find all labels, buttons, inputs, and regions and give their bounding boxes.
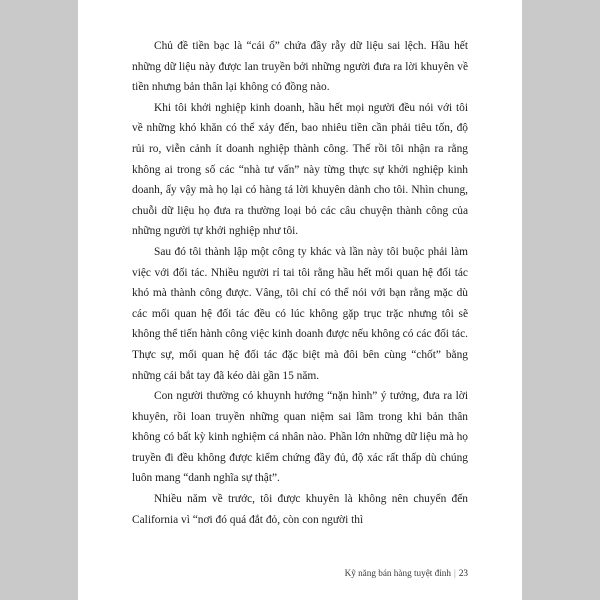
page-footer bbox=[132, 568, 468, 578]
page-content-area bbox=[132, 36, 468, 564]
paragraph-2: Khi tôi khởi nghiệp kinh doanh, hầu hết mọi người đều nói với tôi về những khó khăn có thể xảy đến, bao nhiêu tiền cần phải tiêu tốn, độ rủi ro, viễn cảnh ít doanh nghiệp thành công. Thế rồi tôi nhận ra rằng không ai trong số các “nhà tư vấn” này từng thực sự khởi nghiệp kinh doanh, ấy vậy mà họ lại có hàng tá lời khuyên dành cho tôi. Nhìn chung, chuỗi dữ liệu họ đưa ra thường loại bỏ các câu chuyện thành công của những người tự khởi nghiệp như tôi. bbox=[132, 101, 468, 238]
footer-separator: | bbox=[453, 568, 456, 578]
paragraph-5: Nhiều năm về trước, tôi được khuyên là không nên chuyển đến California vì “nơi đó quá đắt đỏ, còn con người thì bbox=[132, 493, 468, 526]
footer-book-title: Kỹ năng bán hàng tuyệt đỉnh bbox=[344, 568, 451, 578]
paragraph-1: Chủ đề tiền bạc là “cái ổ” chứa đầy rẫy dữ liệu sai lệch. Hầu hết những dữ liệu này được lan truyền bởi những người đưa ra lời khuyên về tiền nhưng bản thân lại không có đồng nào. bbox=[132, 40, 468, 94]
paragraph-3: Sau đó tôi thành lập một công ty khác và lần này tôi buộc phải làm việc với đối tác. Nhiều người rỉ tai tôi rằng hầu hết mối quan hệ đối tác khó mà thành công được. Vâng, tôi chỉ có thể nói với bạn rằng mặc dù các mối quan hệ đối tác đều có lúc không gặp trục trặc nhưng tôi sẽ không thể tiến hành công việc kinh doanh được nếu không có các đối tác. Thực sự, mối quan hệ đối tác đặc biệt mà đôi bên cùng “chốt” bằng những cái bắt tay đã kéo dài gần 15 năm. bbox=[132, 245, 468, 382]
book-page bbox=[78, 0, 522, 600]
page-number: 23 bbox=[458, 568, 468, 578]
body-text bbox=[132, 36, 468, 530]
paragraph-4: Con người thường có khuynh hướng “nặn hình” ý tưởng, đưa ra lời khuyên, rồi loan truyền những quan niệm sai lầm trong khi bản thân không có bất kỳ kinh nghiệm cá nhân nào. Phần lớn những dữ liệu mà họ truyền đi đều không được kiểm chứng đầy đủ, độ xác rất thấp dù chúng luôn mang “danh nghĩa sự thật”. bbox=[132, 390, 468, 485]
